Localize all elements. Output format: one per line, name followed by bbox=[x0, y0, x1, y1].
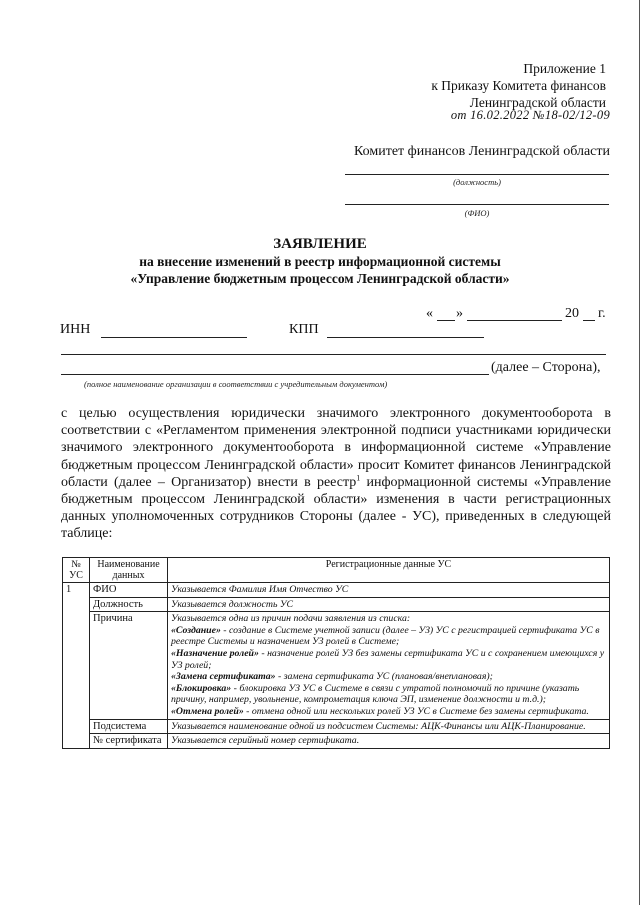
reason-2-text: - назначение ролей УЗ без замены сертификата УС и с сохранением имеющихся у УЗ ролей; bbox=[171, 647, 605, 671]
org-suffix: (далее – Сторона), bbox=[491, 360, 601, 375]
reason-intro: Указывается одна из причин подачи заявления из списка: bbox=[171, 613, 411, 625]
header-data: Регистрационные данные УС bbox=[168, 558, 610, 583]
header-name: Наименование данных bbox=[90, 558, 168, 583]
org-caption: (полное наименование организации в соответствии с учредительным документом) bbox=[84, 379, 388, 389]
header-num: № УС bbox=[63, 558, 90, 583]
inn-label: ИНН bbox=[60, 322, 91, 337]
org-name-line-2 bbox=[61, 374, 489, 375]
reason-3-text: - замена сертификата УС (плановая/внеплановая); bbox=[275, 671, 493, 683]
reason-5-title: «Отмена ролей» bbox=[171, 705, 244, 717]
document-subtitle-2: «Управление бюджетным процессом Ленинградской области» bbox=[130, 271, 510, 286]
reason-option-replace-cert bbox=[171, 671, 606, 683]
position-value: Указывается должность УС bbox=[168, 597, 610, 612]
recipient-committee: Комитет финансов Ленинградской области bbox=[353, 144, 610, 159]
subsystem-label: Подсистема bbox=[90, 719, 168, 734]
reason-4-text: - блокировка УЗ УС в Системе в связи с утратой полномочий по причине (указать причину, например, увольнение, компрометация ключа ЭП, изменение должности и т.д.); bbox=[171, 682, 580, 706]
table-row bbox=[63, 597, 610, 612]
position-caption: (должность) bbox=[453, 177, 501, 187]
body-part-1: с целью осуществления юридически значимого электронного документооборота в соответствии с «Регламентом применения электронной подписи участниками юридически значимого электронного документооборота в информационной системе «Управление бюджетным процессом Ленинградской области» просит Комитет финансов Ленинградской области (далее – Организатор) внести в реестр bbox=[61, 406, 611, 490]
date-month-line bbox=[467, 320, 562, 321]
order-line-1: к Приказу Комитета финансов bbox=[431, 78, 606, 93]
row-number: 1 bbox=[63, 583, 90, 749]
fio-label: ФИО bbox=[90, 583, 168, 598]
name-caption: (ФИО) bbox=[464, 208, 490, 218]
date-year-prefix: 20 bbox=[565, 306, 579, 321]
reason-option-revoke-roles bbox=[171, 706, 606, 718]
reason-5-text: - отмена одной или нескольких ролей УЗ УС в Системе без замены сертификата. bbox=[243, 705, 589, 717]
reason-1-text: - создание в Системе учетной записи (далее – УЗ) УС с регистрацией сертификата УС в реестре Системы и назначением УЗ ролей в Системе; bbox=[171, 624, 600, 648]
document-subtitle-1: на внесение изменений в реестр информационной системы bbox=[139, 254, 501, 269]
date-quote-open: « bbox=[426, 306, 433, 321]
document-title: ЗАЯВЛЕНИЕ bbox=[273, 236, 367, 252]
table-row bbox=[63, 583, 610, 598]
date-quote-close: » bbox=[456, 306, 463, 321]
reason-label: Причина bbox=[90, 612, 168, 719]
position-field-line bbox=[345, 174, 609, 175]
date-year-suffix: г. bbox=[598, 306, 606, 321]
reason-1-title: «Создание» bbox=[171, 624, 221, 636]
certificate-value: Указывается серийный номер сертификата. bbox=[168, 734, 610, 749]
body-paragraph bbox=[61, 405, 611, 543]
fio-value: Указывается Фамилия Имя Отчество УС bbox=[168, 583, 610, 598]
body-part-2: информационной системы «Управление бюджетным процессом Ленинградской области» изменения в части регистрационных данных уполномоченных сотрудников Стороны (далее - УС), приведенных в следующей таблице: bbox=[61, 474, 611, 542]
reason-option-create bbox=[171, 625, 606, 648]
handwritten-order-date: от 16.02.2022 №18-02/12-09 bbox=[450, 108, 610, 122]
registration-table bbox=[62, 557, 610, 749]
reason-value bbox=[168, 612, 610, 719]
certificate-label: № сертификата bbox=[90, 734, 168, 749]
table-header-row bbox=[63, 558, 610, 583]
table-row bbox=[63, 612, 610, 719]
appendix-label: Приложение 1 bbox=[523, 61, 606, 76]
reason-3-title: «Замена сертификата» bbox=[171, 671, 276, 683]
kpp-label: КПП bbox=[289, 322, 319, 337]
reason-option-assign-roles bbox=[171, 648, 606, 671]
name-field-line bbox=[345, 204, 609, 205]
org-name-line-1 bbox=[61, 354, 606, 355]
order-line-2: Ленинградской области bbox=[469, 95, 606, 110]
date-day-line bbox=[437, 320, 455, 321]
reason-4-title: «Блокировка» bbox=[171, 682, 232, 694]
reason-option-block bbox=[171, 683, 606, 706]
kpp-field-line bbox=[327, 337, 484, 338]
footnote-mark: 1 bbox=[356, 473, 361, 483]
reason-2-title: «Назначение ролей» bbox=[171, 647, 259, 659]
date-year-line bbox=[583, 320, 595, 321]
table-row bbox=[63, 734, 610, 749]
table-row bbox=[63, 719, 610, 734]
subsystem-value: Указывается наименование одной из подсистем Системы: АЦК-Финансы или АЦК-Планирование. bbox=[168, 719, 610, 734]
inn-field-line bbox=[101, 337, 247, 338]
position-label: Должность bbox=[90, 597, 168, 612]
